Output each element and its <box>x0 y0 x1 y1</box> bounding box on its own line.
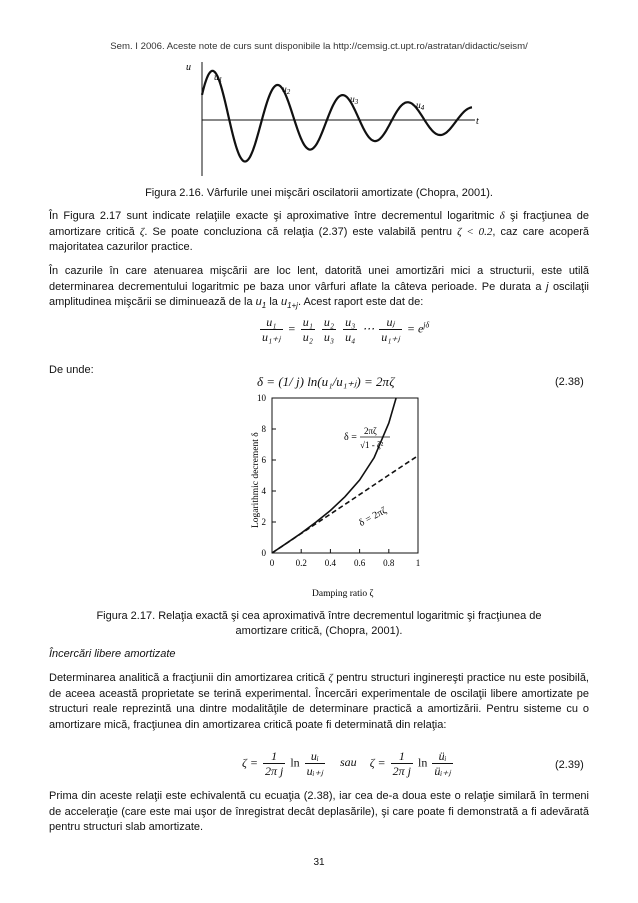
figure-2-17-caption-line-1: Figura 2.17. Relaţia exactă şi cea aproximativă între decrementul logaritmic şi fracţiunea de <box>96 610 542 622</box>
para1-text-4: , caz care acoperă majoritatea cazurilor practice. <box>49 225 589 254</box>
paragraph-4: Prima din aceste relaţii este echivalentă cu ecuaţia (2.38), iar cea de-a doua este o relaţie similară în termeni de acceleraţie (care este mai uşor de înregistrat decât deplasările), şi care poate fi demonstrată a fi adevărată pentru structuri slab amortizate. <box>49 790 589 834</box>
u1-symbol: $u_1$ <box>255 296 267 311</box>
paragraph-3 <box>49 671 589 733</box>
de-unde-label: De unde: <box>49 364 94 376</box>
paragraph-1 <box>49 209 589 256</box>
x-tick-label: 0.2 <box>295 558 307 568</box>
exact-label-num: 2πζ <box>364 426 377 436</box>
x-tick-label: 0.4 <box>324 558 337 568</box>
para1-text-2: şi fracţiunea de amortizare critică <box>49 210 589 238</box>
y-axis-label: Logarithmic decrement δ <box>251 432 261 528</box>
x-tick-label: 1 <box>415 558 421 568</box>
para3-text-2: pentru structuri inginereşti practice nu este posibilă, de aceea această proprietate se terină experimental. Încercări experimentale de oscilaţii libere amortizate pe structuri reale reprezintă una dintre modalităţile de determinare practică a amortizării. Pentru sisteme cu o amortizare mică, fracţiunea din amortizarea critică poate fi determinată din relaţia: <box>49 672 589 731</box>
peak-label-u4: $u_4$ <box>416 101 425 112</box>
para2-text-2: oscilaţii amplitudinea mişcării se diminuează de la <box>49 280 590 309</box>
damping-chart <box>238 388 438 600</box>
page-number: 31 <box>313 857 325 868</box>
para1-text-1: În Figura 2.17 sunt indicate relaţiile exacte şi aproximative între decrementul logaritmic <box>49 210 495 222</box>
para3-text-1: Determinarea analitică a fracţiunii din amortizarea critică <box>49 672 325 684</box>
approx-label: δ = 2πζ <box>357 505 389 529</box>
equation-2-39: ζ = $\frac{1}{\text{2π j}}$ ln $\frac{\text{uᵢ}}{\text{uᵢ₊ⱼ}}$ sau ζ = $\frac{1}{\text{2π j}}$ ln $\frac{\text{üᵢ}}{\text{üᵢ₊ⱼ}}$ <box>242 749 451 778</box>
j-symbol: j <box>545 280 549 293</box>
y-tick-label: 2 <box>261 517 266 527</box>
y-tick-label: 10 <box>257 393 266 403</box>
ratio-equation: $\frac{\text{u₁}}{\text{u₁₊ⱼ}}$ = $\frac{\text{u₁}}{\text{u₂}}$ $\frac{\text{u₂}}{\text{u₃}}$ $\frac{\text{u₃}}{\text{u₄}}$ ⋯ $\frac{\text{uⱼ}}{\text{u₁₊ⱼ}}$ = $e^{j\delta}$ <box>262 315 430 344</box>
figure-2-16-caption: Figura 2.16. Vârfurile unei mişcări oscilatorii amortizate (Chopra, 2001). <box>145 187 493 199</box>
y-tick-label: 0 <box>261 548 266 558</box>
figure-damped-oscillation <box>186 58 490 182</box>
para2-text-3: la <box>269 296 278 309</box>
equation-2-38-number: (2.38) <box>555 376 584 388</box>
para2-text-1: În cazurile în care atenuarea mişcării are loc lent, datorită unei amortizări mici a structurii, este utilă determinarea decrementului logaritmic pe baza unor vârfuri aflate la câteva perioade. Pe durata a <box>49 265 589 293</box>
u1j-symbol: $u_{1+j}$ <box>280 296 298 311</box>
approx-line <box>272 456 418 553</box>
para1-text-3: . Se poate concluziona că relaţia (2.37) este valabilă pentru <box>144 225 453 238</box>
x-tick-label: 0 <box>269 558 275 568</box>
exact-curve <box>272 398 396 553</box>
y-tick-label: 4 <box>261 486 266 496</box>
equation-2-38: δ = (1/ j) ln(u₁/u₁₊ⱼ) = 2πζ <box>257 374 395 389</box>
delta-symbol: δ <box>499 210 505 222</box>
zeta-condition: ζ < 0.2 <box>457 225 493 238</box>
paragraph-2 <box>49 264 589 314</box>
plot-frame <box>272 398 418 553</box>
x-axis-label: Damping ratio ζ <box>312 589 374 599</box>
peak-label-u3: $u_3$ <box>350 95 359 106</box>
oscillation-curve <box>202 71 472 162</box>
section-title: Încercări libere amortizate <box>49 648 176 660</box>
exact-label-lhs: δ = <box>344 432 357 443</box>
x-tick-label: 0.8 <box>383 558 395 568</box>
zeta-symbol: ζ <box>139 225 145 238</box>
exact-label-den: √1 - ζ² <box>360 440 384 450</box>
peak-label-u1: $u_1$ <box>214 73 223 84</box>
u-axis-label: u <box>186 62 191 73</box>
y-tick-label: 8 <box>261 424 266 434</box>
figure-2-17-caption-line-2: amortizare critică, (Chopra, 2001). <box>235 625 403 637</box>
para2-text-4: . Acest raport este dat de: <box>297 296 424 309</box>
zeta-symbol-2: ζ <box>328 672 333 684</box>
page-header: Sem. I 2006. Aceste note de curs sunt disponibile la http://cemsig.ct.upt.ro/astratan/didactic/seism/ <box>110 41 528 52</box>
equation-2-39-number: (2.39) <box>555 759 584 771</box>
peak-label-u2: $u_2$ <box>282 85 291 96</box>
x-tick-label: 0.6 <box>353 558 366 568</box>
t-axis-label: t <box>476 116 479 127</box>
y-tick-label: 6 <box>261 455 266 465</box>
